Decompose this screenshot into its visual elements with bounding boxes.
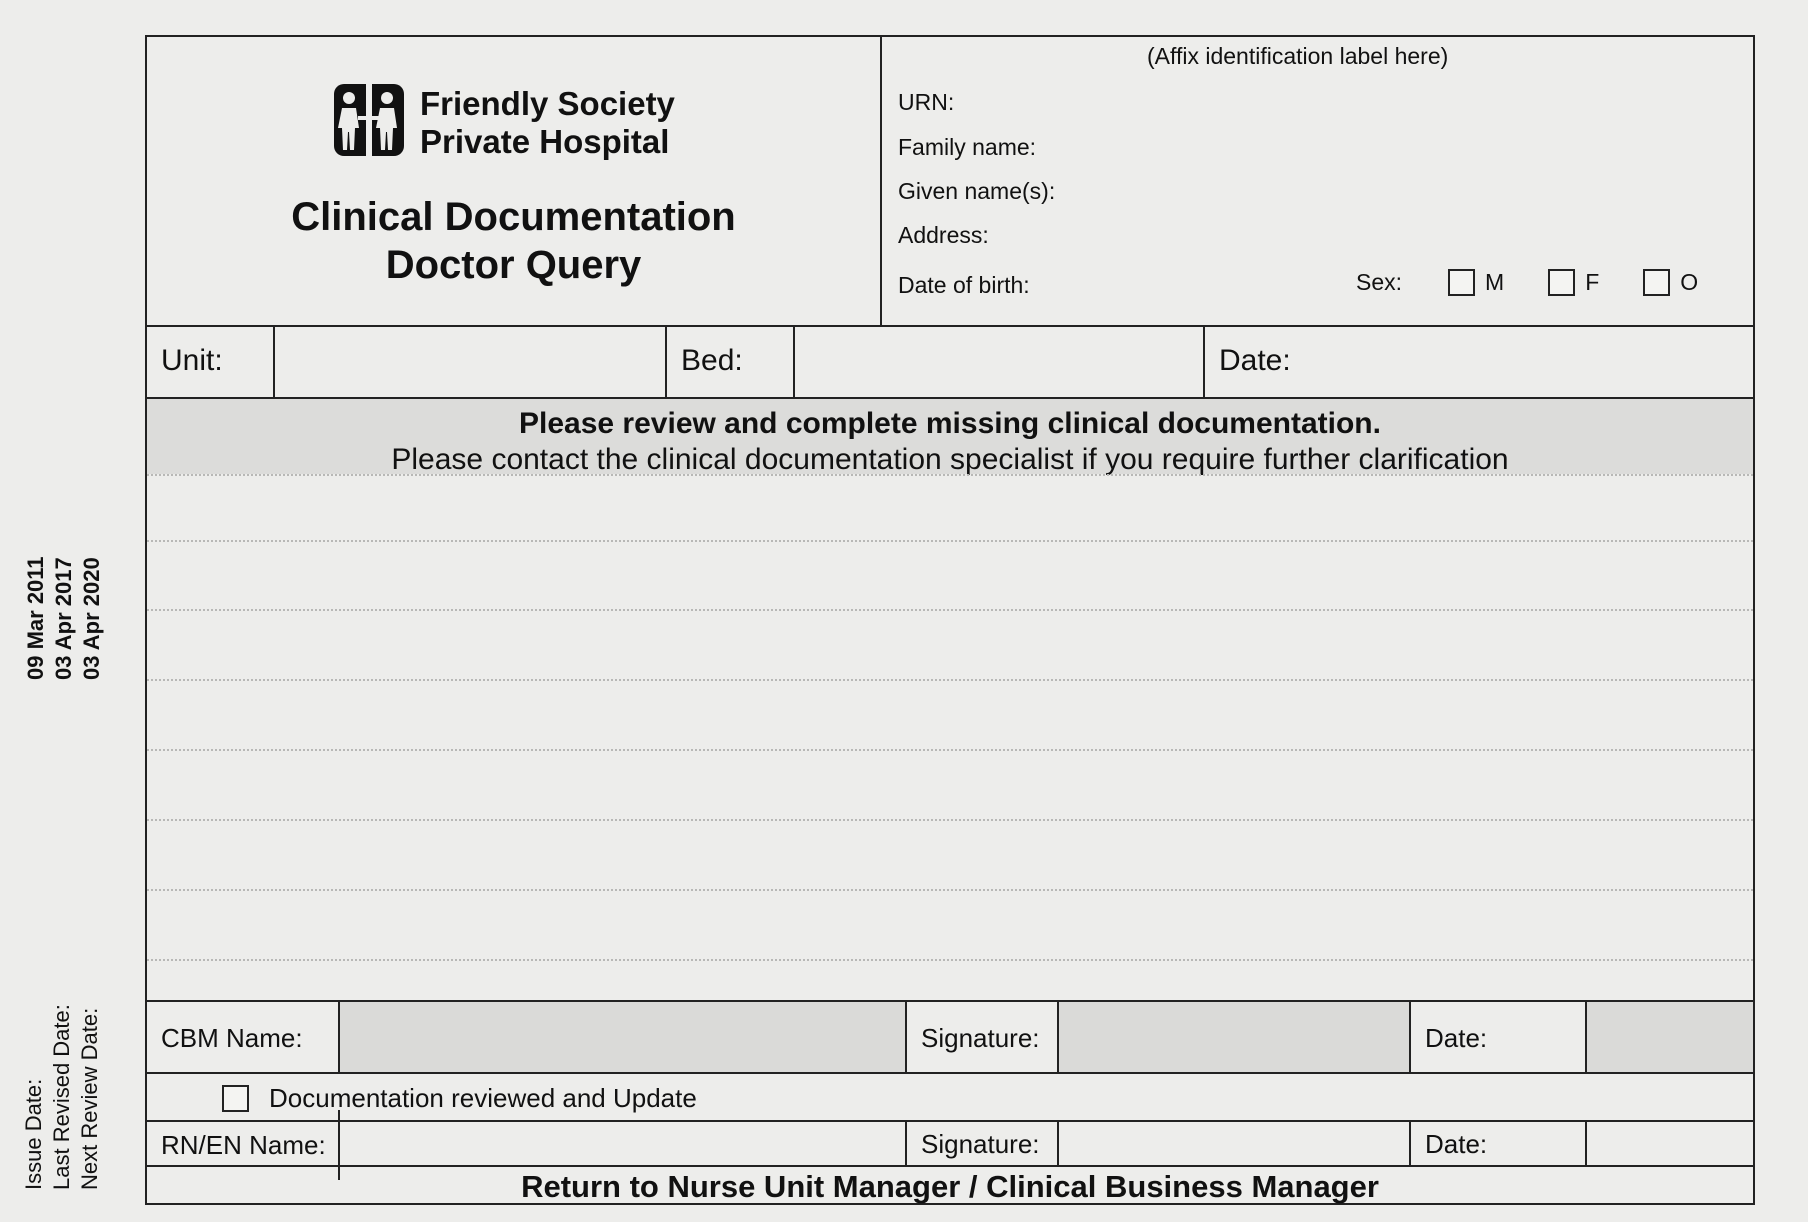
ruled-line: [147, 679, 1753, 681]
ruled-line: [147, 889, 1753, 891]
query-writing-area[interactable]: [147, 474, 1753, 1000]
bed-input[interactable]: [795, 325, 1205, 397]
form-title-line2: Doctor Query: [385, 243, 642, 287]
documentation-reviewed-checkbox[interactable]: [222, 1085, 249, 1112]
issue-date-value: 09 Mar 2011: [23, 556, 48, 680]
hospital-logo: [332, 82, 675, 163]
side-dates: [22, 556, 106, 680]
sex-option-f[interactable]: [1548, 269, 1599, 296]
unit-date-label: Date:: [1219, 344, 1291, 377]
last-revised-label: Last Revised Date:: [49, 1004, 74, 1190]
unit-bed-date-row: [147, 325, 1753, 399]
rn-en-name-input[interactable]: [340, 1122, 907, 1167]
sex-option-o[interactable]: [1643, 269, 1698, 296]
ruled-line: [147, 540, 1753, 542]
affix-label-note: (Affix identification label here): [1147, 43, 1449, 69]
return-instruction: Return to Nurse Unit Manager / Clinical Business Manager: [147, 1165, 1753, 1207]
family-name-field[interactable]: Family name:: [898, 134, 1037, 160]
documentation-reviewed-row[interactable]: [147, 1072, 1753, 1122]
cbm-signature-input[interactable]: [1059, 1002, 1411, 1074]
rn-en-date-label: Date:: [1411, 1122, 1587, 1167]
dob-field[interactable]: Date of birth:: [898, 272, 1030, 298]
header-title-block: [147, 37, 882, 325]
instructions-band: [147, 399, 1753, 474]
sex-option-m[interactable]: [1448, 269, 1504, 296]
ruled-line: [147, 749, 1753, 751]
rn-en-signature-input[interactable]: [1059, 1122, 1411, 1167]
sex-f-label: F: [1585, 269, 1600, 295]
instructions-heading: Please review and complete missing clinical documentation.: [519, 407, 1381, 440]
sex-o-checkbox[interactable]: [1643, 269, 1670, 296]
last-revised-value: 03 Apr 2017: [51, 557, 76, 680]
sex-selector: [1356, 269, 1742, 296]
rn-en-date-input[interactable]: [1587, 1122, 1753, 1167]
cbm-name-label: CBM Name:: [147, 1002, 340, 1074]
ruled-line: [147, 474, 1753, 476]
form-title-line1: Clinical Documentation: [291, 195, 736, 239]
issue-date-label: Issue Date:: [21, 1078, 46, 1190]
sex-o-label: O: [1680, 269, 1699, 295]
documentation-reviewed-label: Documentation reviewed and Update: [269, 1082, 697, 1113]
cbm-name-input[interactable]: [340, 1002, 907, 1074]
given-names-field[interactable]: Given name(s):: [898, 178, 1056, 204]
family-icon: [332, 82, 406, 163]
sex-m-label: M: [1485, 269, 1505, 295]
cbm-date-input[interactable]: [1587, 1002, 1753, 1074]
sex-label: Sex:: [1356, 269, 1403, 295]
next-review-label: Next Review Date:: [77, 1007, 102, 1190]
patient-label-block: [882, 37, 1754, 325]
sex-f-checkbox[interactable]: [1548, 269, 1575, 296]
ruled-line: [147, 959, 1753, 961]
unit-date-field[interactable]: [1205, 325, 1753, 397]
doctor-query-form: [145, 35, 1755, 1205]
bed-label: Bed:: [667, 325, 795, 397]
unit-input[interactable]: [275, 325, 667, 397]
address-field[interactable]: Address:: [898, 222, 989, 248]
side-labels: [20, 1004, 104, 1190]
cbm-date-label: Date:: [1411, 1002, 1587, 1074]
rn-en-signature-label: Signature:: [907, 1122, 1059, 1167]
cbm-row: [147, 1000, 1753, 1074]
instructions-subtext: Please contact the clinical documentation specialist if you require further clarification: [391, 443, 1509, 476]
cbm-signature-label: Signature:: [907, 1002, 1059, 1074]
next-review-value: 03 Apr 2020: [79, 557, 104, 680]
hospital-name-line1: Friendly Society: [420, 84, 675, 122]
rn-en-row: [147, 1120, 1753, 1167]
hospital-name-line2: Private Hospital: [420, 122, 670, 160]
unit-label: Unit:: [147, 325, 275, 397]
rn-en-name-label: RN/EN Name:: [147, 1110, 340, 1180]
form-header: [147, 37, 1753, 327]
sex-m-checkbox[interactable]: [1448, 269, 1475, 296]
ruled-line: [147, 819, 1753, 821]
ruled-line: [147, 609, 1753, 611]
urn-field[interactable]: URN:: [898, 89, 955, 115]
